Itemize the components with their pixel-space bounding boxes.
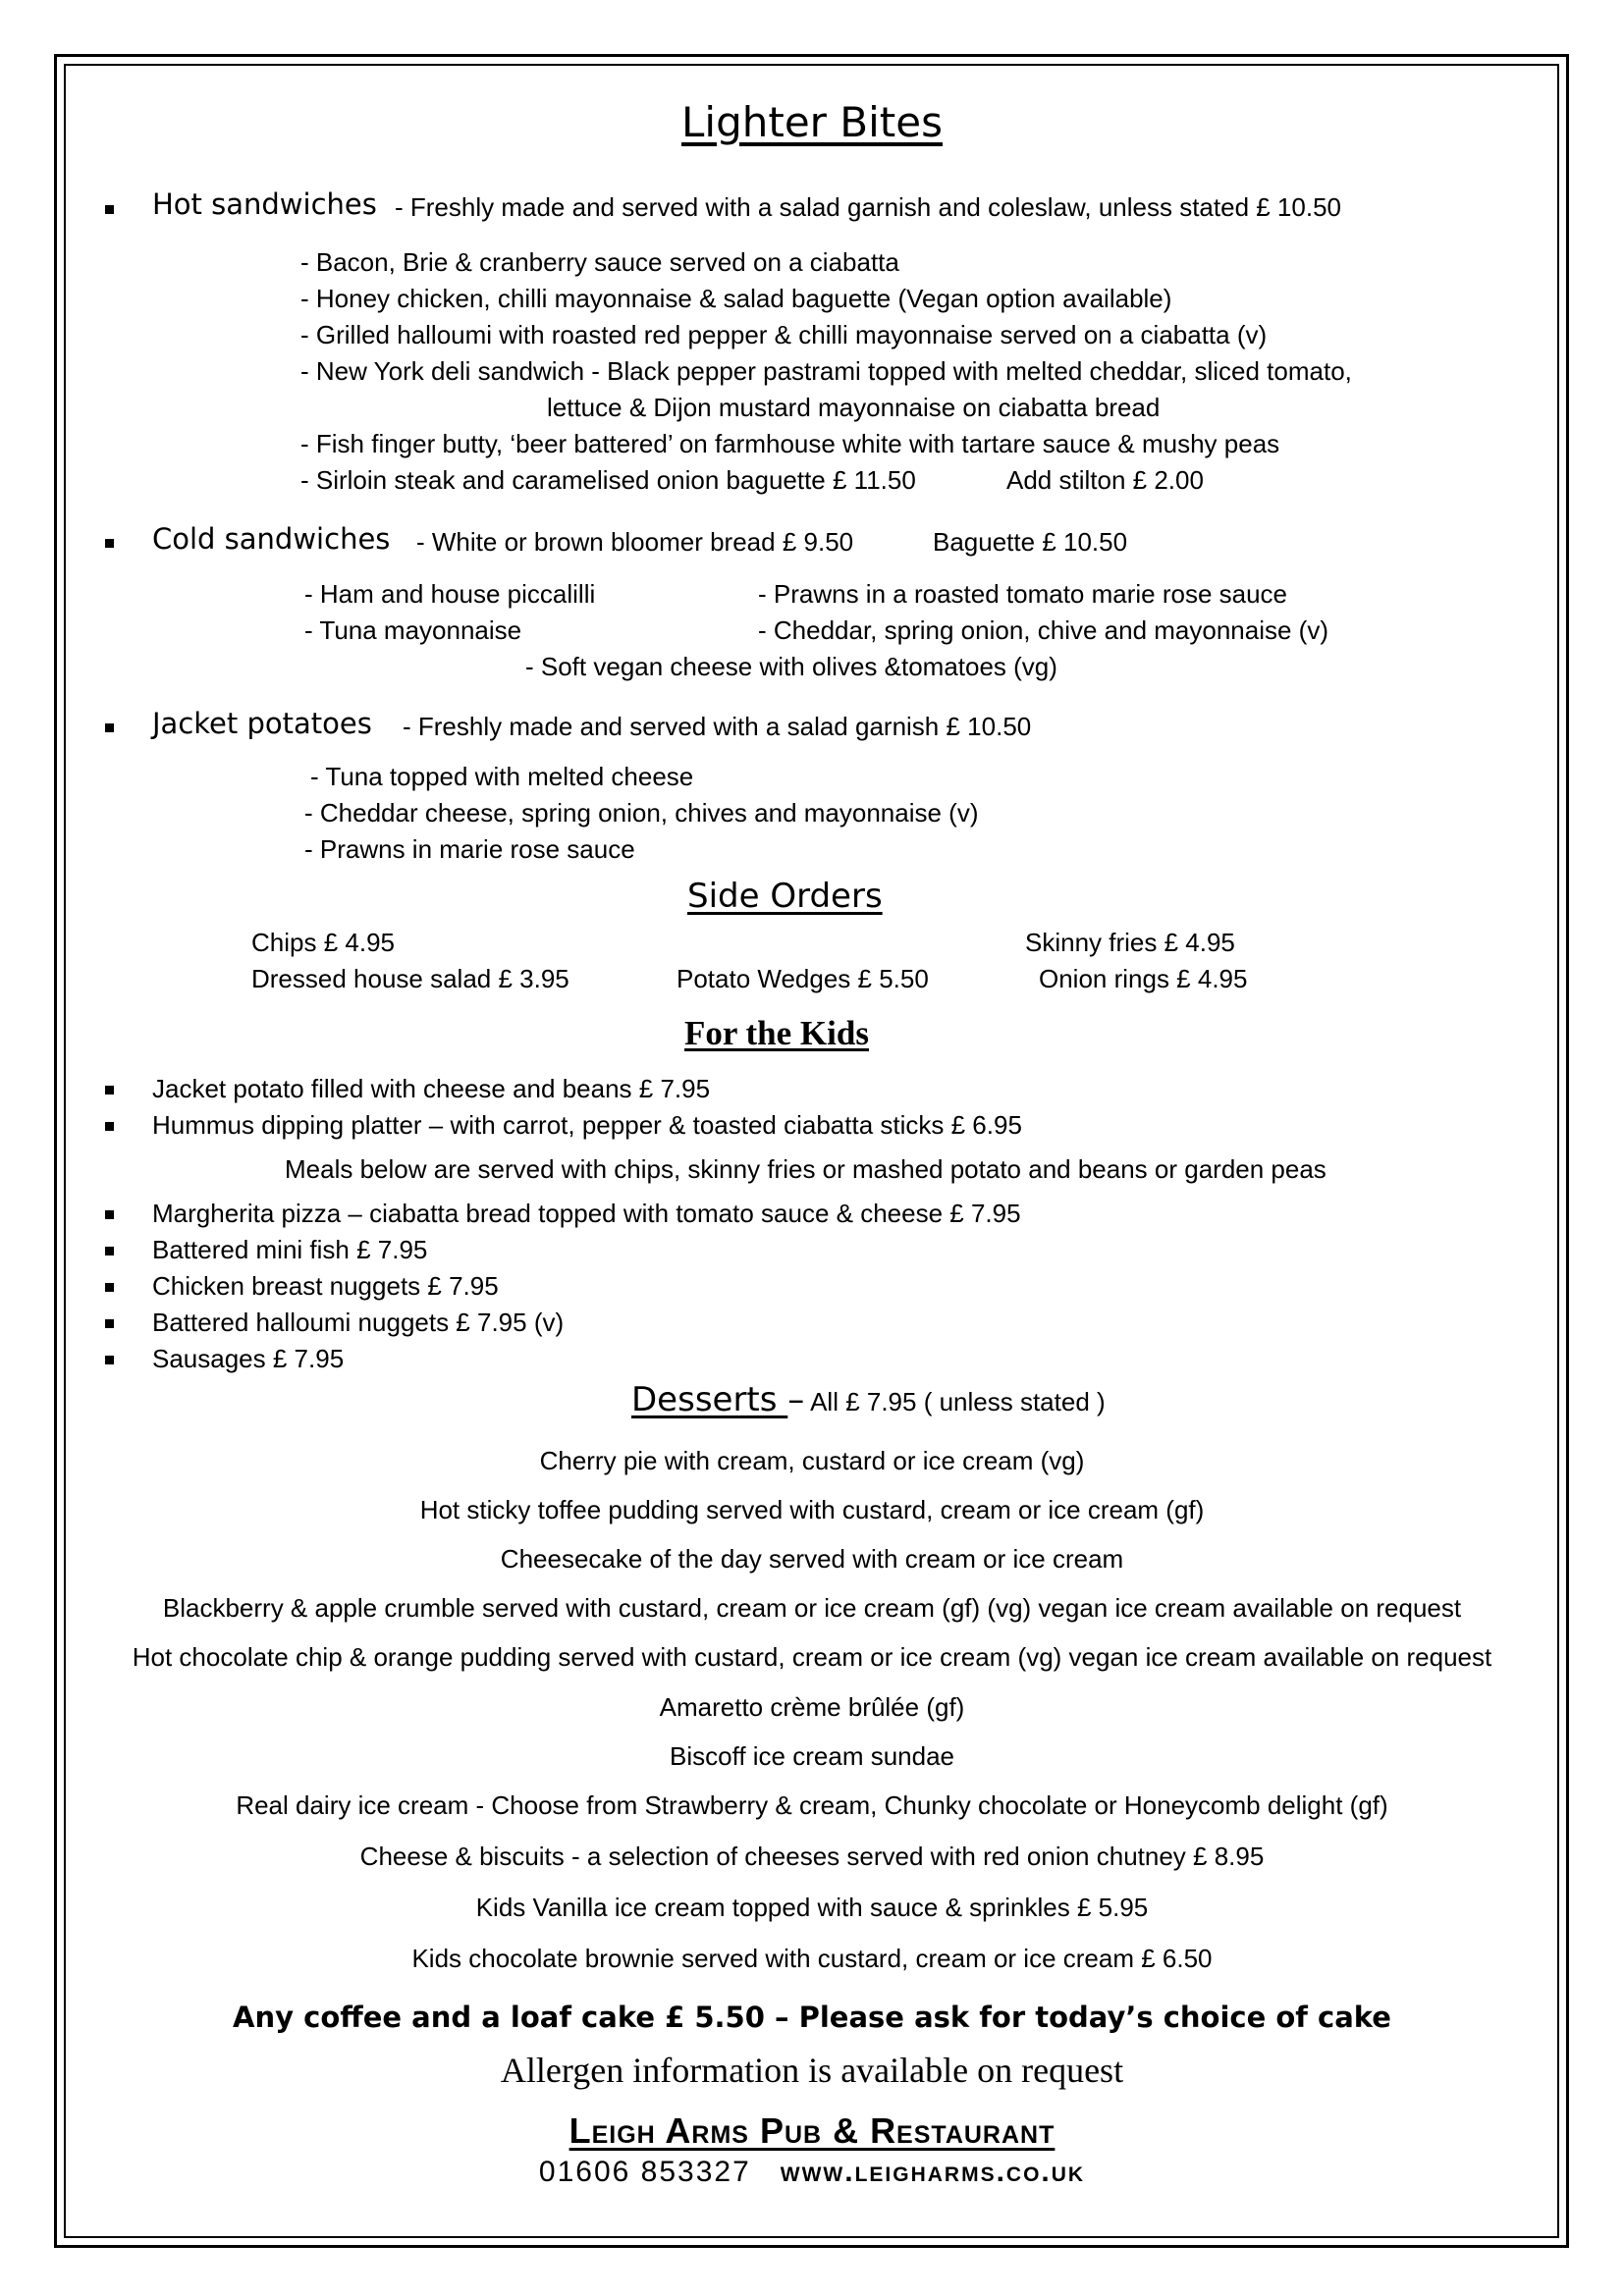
cold-item: - Ham and house piccalilli	[304, 579, 596, 609]
dessert-item: Cherry pie with cream, custard or ice cream (vg)	[539, 1446, 1085, 1475]
jacket-item: - Prawns in marie rose sauce	[304, 834, 635, 864]
desserts-dash: –	[787, 1380, 805, 1419]
bullet-icon	[105, 1122, 114, 1131]
hot-sandwiches-title: Hot sandwiches	[152, 187, 377, 221]
dessert-item: Hot sticky toffee pudding served with custard, cream or ice cream (gf)	[419, 1495, 1205, 1524]
hot-item: lettuce & Dijon mustard mayonnaise on ciabatta bread	[547, 393, 1161, 422]
side-item: Potato Wedges £ 5.50	[677, 964, 929, 993]
kids-item: Hummus dipping platter – with carrot, pepper & toasted ciabatta sticks £ 6.95	[152, 1110, 1022, 1140]
hot-item: - Grilled halloumi with roasted red pepper & chilli mayonnaise served on a ciabatta (v)	[300, 320, 1268, 349]
hot-item: - New York deli sandwich - Black pepper pastrami topped with melted cheddar, sliced tomato,	[300, 356, 1352, 386]
side-item: Dressed house salad £ 3.95	[251, 964, 569, 993]
allergen-note: Allergen information is available on request	[500, 2051, 1124, 2090]
hot-item: - Sirloin steak and caramelised onion baguette £ 11.50	[300, 465, 916, 495]
dessert-item: Biscoff ice cream sundae	[670, 1741, 954, 1771]
cold-item: - Tuna mayonnaise	[304, 615, 522, 645]
dessert-item: Amaretto crème brûlée (gf)	[659, 1692, 965, 1722]
desserts-title: Desserts	[631, 1380, 788, 1419]
bullet-icon	[105, 1086, 114, 1095]
dessert-item: Kids chocolate brownie served with custard, cream or ice cream £ 6.50	[411, 1944, 1213, 1973]
side-orders-title: Side Orders	[687, 877, 883, 916]
website-link[interactable]: www.leigharms.co.uk	[780, 2156, 1086, 2188]
bullet-icon	[105, 723, 114, 732]
page-title: Lighter Bites	[681, 98, 943, 146]
side-item: Onion rings £ 4.95	[1039, 964, 1248, 993]
bullet-icon	[105, 1356, 114, 1364]
dessert-item: Real dairy ice cream - Choose from Strawberry & cream, Chunky chocolate or Honeycomb delight (gf)	[236, 1790, 1388, 1820]
phone-number: 01606 853327	[538, 2156, 751, 2188]
kids-item: Jacket potato filled with cheese and beans £ 7.95	[152, 1074, 711, 1103]
bullet-icon	[105, 539, 114, 548]
kids-title: For the Kids	[684, 1014, 869, 1052]
hot-item: - Bacon, Brie & cranberry sauce served on a ciabatta	[300, 247, 899, 277]
dessert-item: Kids Vanilla ice cream topped with sauce & sprinkles £ 5.95	[475, 1893, 1149, 1922]
dessert-item: Cheese & biscuits - a selection of cheeses served with red onion chutney £ 8.95	[359, 1842, 1265, 1871]
cold-item: - Cheddar, spring onion, chive and mayonnaise (v)	[758, 615, 1328, 645]
cold-item: - Soft vegan cheese with olives &tomatoes (vg)	[525, 652, 1057, 681]
kids-item: Chicken breast nuggets £ 7.95	[152, 1271, 499, 1301]
kids-item: Battered mini fish £ 7.95	[152, 1235, 428, 1264]
dessert-item: Hot chocolate chip & orange pudding served with custard, cream or ice cream (vg) vegan ice cream available on request	[132, 1642, 1492, 1672]
jacket-item: - Cheddar cheese, spring onion, chives and mayonnaise (v)	[304, 798, 979, 828]
bullet-icon	[105, 1247, 114, 1255]
bullet-icon	[105, 1283, 114, 1292]
jacket-potatoes-title: Jacket potatoes	[152, 707, 372, 740]
bullet-icon	[105, 1319, 114, 1328]
hot-sandwiches-desc: - Freshly made and served with a salad garnish and coleslaw, unless stated £ 10.50	[395, 192, 1341, 222]
jacket-item: - Tuna topped with melted cheese	[310, 762, 694, 791]
desserts-note: All £ 7.95 ( unless stated )	[804, 1387, 1106, 1416]
coffee-offer: Any coffee and a loaf cake £ 5.50 – Please ask for today’s choice of cake	[233, 2001, 1391, 2034]
cold-item: - Prawns in a roasted tomato marie rose sauce	[758, 579, 1288, 609]
cold-sandwiches-baguette: Baguette £ 10.50	[933, 527, 1128, 557]
contact-line	[0, 2156, 1624, 2189]
bullet-icon	[105, 205, 114, 214]
dessert-item: Blackberry & apple crumble served with custard, cream or ice cream (gf) (vg) vegan ice cream available on request	[162, 1593, 1462, 1623]
kids-item: Battered halloumi nuggets £ 7.95 (v)	[152, 1308, 565, 1337]
kids-item: Sausages £ 7.95	[152, 1344, 345, 1373]
jacket-potatoes-desc: - Freshly made and served with a salad garnish £ 10.50	[403, 712, 1032, 741]
side-item: Chips £ 4.95	[251, 928, 395, 957]
hot-item-addon: Add stilton £ 2.00	[1006, 465, 1204, 495]
desserts-heading	[631, 1380, 1106, 1419]
cold-sandwiches-title: Cold sandwiches	[152, 522, 391, 556]
kids-item: Margherita pizza – ciabatta bread topped with tomato sauce & cheese £ 7.95	[152, 1199, 1021, 1228]
kids-note: Meals below are served with chips, skinny fries or mashed potato and beans or garden peas	[285, 1154, 1326, 1184]
cold-sandwiches-desc: - White or brown bloomer bread £ 9.50	[416, 527, 854, 557]
hot-item: - Honey chicken, chilli mayonnaise & salad baguette (Vegan option available)	[300, 284, 1172, 313]
dessert-item: Cheesecake of the day served with cream or ice cream	[500, 1544, 1124, 1574]
restaurant-name: Leigh Arms Pub & Restaurant	[568, 2110, 1056, 2151]
side-item: Skinny fries £ 4.95	[1025, 928, 1235, 957]
hot-item: - Fish finger butty, ‘beer battered’ on farmhouse white with tartare sauce & mushy peas	[300, 429, 1280, 458]
bullet-icon	[105, 1210, 114, 1219]
